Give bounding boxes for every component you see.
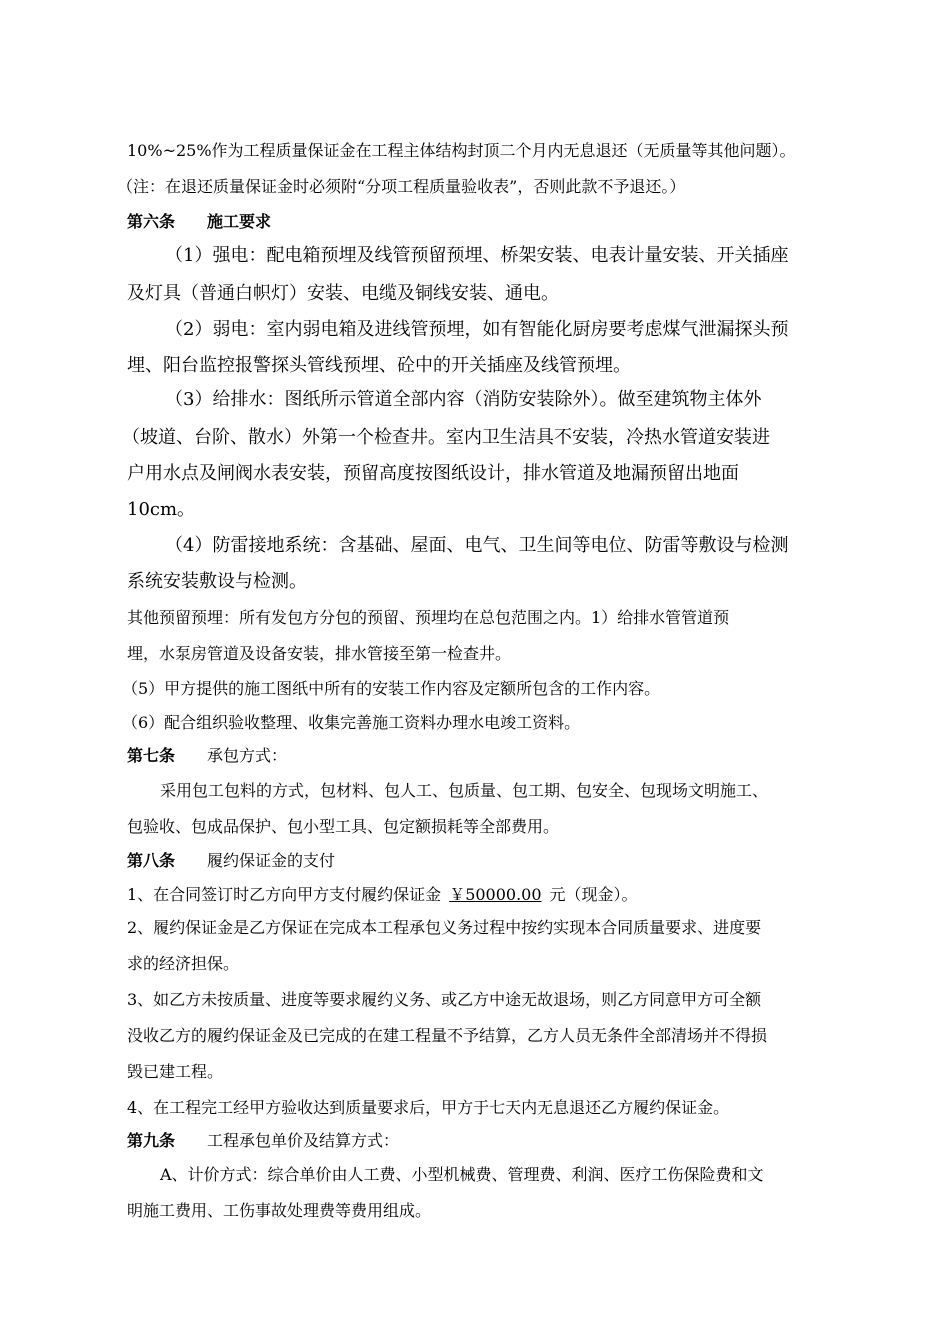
- text-line: （4）防雷接地系统：含基础、屋面、电气、卫生间等电位、防雷等敷设与检测: [165, 535, 789, 556]
- text-line: 埋，水泵房管道及设备安装，排水管接至第一检查井。: [127, 644, 512, 663]
- text-line: 采用包工包料的方式，包材料、包人工、包质量、包工期、包安全、包现场文明施工、: [160, 781, 769, 800]
- text-line: 包验收、包成品保护、包小型工具、包定额损耗等全部费用。: [127, 817, 560, 836]
- text-line: （2）弱电：室内弱电箱及进线管预埋，如有智能化厨房要考虑煤气泄漏探头预: [165, 319, 789, 340]
- deposit-text: 1、在合同签订时乙方向甲方支付履约保证金: [127, 885, 442, 904]
- text-line: 明施工费用、工伤事故处理费等费用组成。: [127, 1201, 432, 1220]
- text-line: 3、如乙方未按质量、进度等要求履约义务、或乙方中途无故退场，则乙方同意甲方可全额: [127, 990, 762, 1009]
- article-number: 第六条: [127, 212, 176, 231]
- text-line: 及灯具（普通白帜灯）安装、电缆及铜线安装、通电。: [127, 283, 559, 304]
- article-6-heading: [127, 211, 847, 233]
- text-line: 4、在工程完工经甲方验收达到质量要求后，甲方于七天内无息退还乙方履约保证金。: [127, 1098, 730, 1117]
- text-line: （5）甲方提供的施工图纸中所有的安装工作内容及定额所包含的工作内容。: [122, 679, 661, 698]
- article-8-heading: [127, 850, 847, 872]
- article-title: 履约保证金的支付: [207, 851, 336, 870]
- article-9-heading: [127, 1130, 847, 1152]
- deposit-unit: 元（现金）。: [549, 885, 638, 904]
- article-number: 第九条: [127, 1131, 176, 1150]
- article-number: 第七条: [127, 746, 176, 765]
- text-line: 系统安装敷设与检测。: [127, 571, 307, 592]
- deposit-amount: ￥50000.00: [449, 885, 542, 904]
- text-line: 10cm。: [127, 499, 196, 520]
- text-line: 埋、阳台监控报警探头管线预埋、砼中的开关插座及线管预埋。: [127, 355, 631, 376]
- text-line: 10%~25%作为工程质量保证金在工程主体结构封顶二个月内无息退还（无质量等其他问题）。: [127, 141, 796, 160]
- article-7-heading: [127, 745, 847, 767]
- text-line: 毁已建工程。: [127, 1062, 224, 1081]
- article-title: 工程承包单价及结算方式：: [207, 1131, 400, 1150]
- deposit-line: [127, 884, 847, 906]
- text-line: （注：在退还质量保证金时必须附“分项工程质量验收表”，否则此款不予退还。）: [117, 177, 686, 196]
- text-line: （3）给排水：图纸所示管道全部内容（消防安装除外）。做至建筑物主体外: [165, 389, 762, 410]
- text-line: （坡道、台阶、散水）外第一个检查井。室内卫生洁具不安装，冷热水管道安装进: [122, 427, 770, 448]
- article-number: 第八条: [127, 851, 176, 870]
- text-line: 没收乙方的履约保证金及已完成的在建工程量不予结算，乙方人员无条件全部清场并不得损: [127, 1026, 768, 1045]
- text-line: 2、履约保证金是乙方保证在完成本工程承包义务过程中按约实现本合同质量要求、进度要: [127, 918, 762, 937]
- article-title: 承包方式：: [207, 746, 288, 765]
- text-line: 求的经济担保。: [127, 954, 240, 973]
- text-line: 户用水点及闸阀水表安装，预留高度按图纸设计，排水管道及地漏预留出地面: [127, 463, 739, 484]
- text-line: （6）配合组织验收整理、收集完善施工资料办理水电竣工资料。: [122, 713, 581, 732]
- text-line: 其他预留预埋：所有发包方分包的预留、预埋均在总包范围之内。1）给排水管管道预: [127, 608, 730, 627]
- text-line: （1）强电：配电箱预埋及线管预留预埋、桥架安装、电表计量安装、开关插座: [165, 245, 789, 266]
- text-line: A、计价方式：综合单价由人工费、小型机械费、管理费、利润、医疗工伤保险费和文: [160, 1165, 764, 1184]
- article-title: 施工要求: [207, 212, 272, 231]
